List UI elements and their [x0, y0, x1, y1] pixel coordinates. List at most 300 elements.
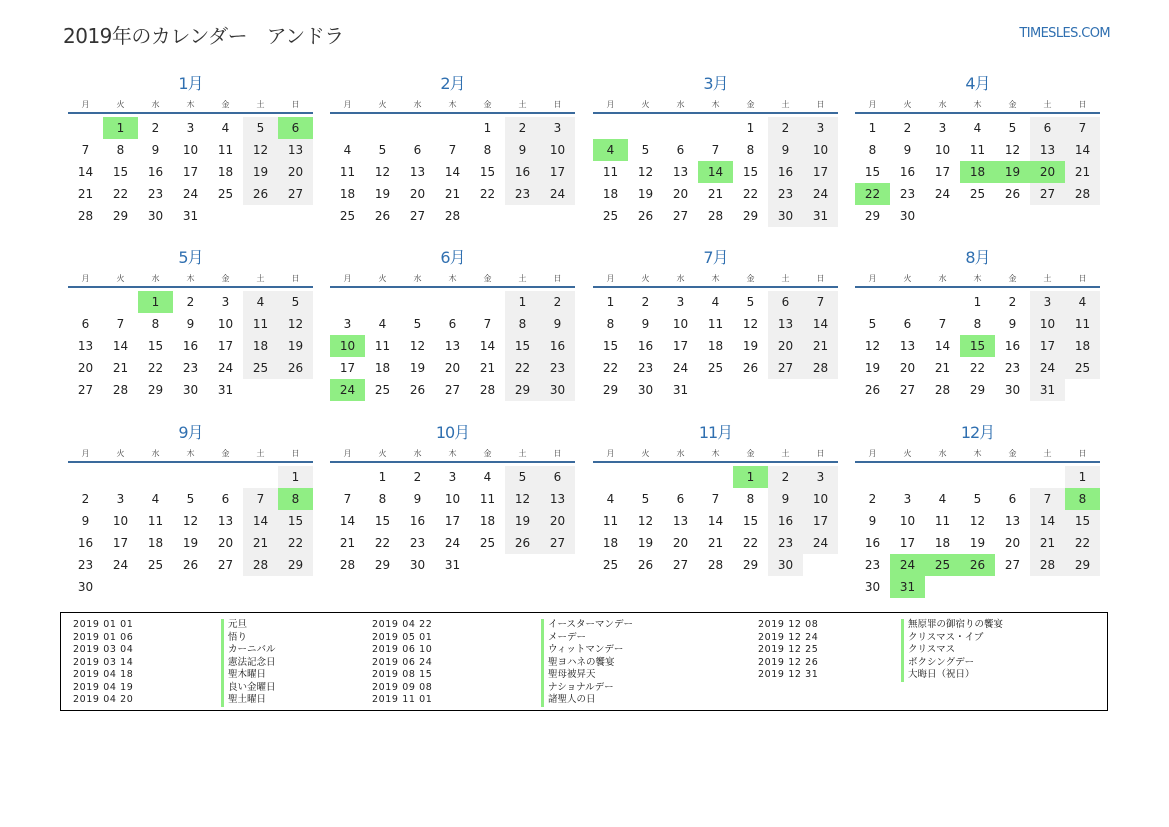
day-cell[interactable]: 13 [1030, 139, 1065, 161]
day-cell[interactable]: 22 [602, 361, 619, 375]
day-cell[interactable]: 20 [278, 161, 313, 183]
day-cell[interactable]: 16 [864, 536, 881, 550]
day-cell[interactable]: 10 [112, 514, 129, 528]
day-cell[interactable]: 11 [217, 143, 234, 157]
day-cell[interactable]: 26 [505, 532, 540, 554]
day-cell[interactable]: 16 [899, 165, 916, 179]
holiday-day-cell[interactable]: 26 [960, 554, 995, 576]
day-cell[interactable]: 16 [540, 335, 575, 357]
day-cell[interactable]: 6 [81, 317, 90, 331]
day-cell[interactable]: 5 [641, 143, 650, 157]
holiday-day-cell[interactable]: 24 [890, 554, 925, 576]
day-cell[interactable]: 25 [147, 558, 164, 572]
day-cell[interactable]: 29 [864, 209, 881, 223]
day-cell[interactable]: 16 [505, 161, 540, 183]
day-cell[interactable]: 6 [676, 143, 685, 157]
day-cell[interactable]: 13 [672, 165, 689, 179]
day-cell[interactable]: 8 [505, 313, 540, 335]
day-cell[interactable]: 12 [278, 313, 313, 335]
day-cell[interactable]: 18 [243, 335, 278, 357]
day-cell[interactable]: 29 [112, 209, 129, 223]
day-cell[interactable]: 31 [803, 205, 838, 227]
day-cell[interactable]: 1 [483, 121, 492, 135]
day-cell[interactable]: 8 [868, 143, 877, 157]
day-cell[interactable]: 19 [182, 536, 199, 550]
day-cell[interactable]: 18 [707, 339, 724, 353]
day-cell[interactable]: 29 [742, 558, 759, 572]
day-cell[interactable]: 18 [602, 536, 619, 550]
holiday-day-cell[interactable]: 10 [330, 335, 365, 357]
day-cell[interactable]: 24 [1030, 357, 1065, 379]
day-cell[interactable]: 18 [934, 536, 951, 550]
day-cell[interactable]: 12 [182, 514, 199, 528]
day-cell[interactable]: 26 [637, 209, 654, 223]
day-cell[interactable]: 12 [505, 488, 540, 510]
day-cell[interactable]: 9 [903, 143, 912, 157]
day-cell[interactable]: 7 [803, 291, 838, 313]
holiday-day-cell[interactable]: 31 [890, 576, 925, 598]
day-cell[interactable]: 30 [637, 383, 654, 397]
day-cell[interactable]: 9 [768, 139, 803, 161]
holiday-day-cell[interactable]: 19 [995, 161, 1030, 183]
day-cell[interactable]: 15 [479, 165, 496, 179]
day-cell[interactable]: 23 [540, 357, 575, 379]
day-cell[interactable]: 21 [707, 187, 724, 201]
day-cell[interactable]: 31 [217, 383, 234, 397]
day-cell[interactable]: 14 [707, 514, 724, 528]
day-cell[interactable]: 6 [768, 291, 803, 313]
day-cell[interactable]: 3 [343, 317, 352, 331]
day-cell[interactable]: 27 [409, 209, 426, 223]
day-cell[interactable]: 18 [479, 514, 496, 528]
day-cell[interactable]: 17 [444, 514, 461, 528]
day-cell[interactable]: 23 [77, 558, 94, 572]
day-cell[interactable]: 21 [112, 361, 129, 375]
day-cell[interactable]: 12 [1004, 143, 1021, 157]
day-cell[interactable]: 18 [147, 536, 164, 550]
day-cell[interactable]: 11 [1065, 313, 1100, 335]
day-cell[interactable]: 27 [899, 383, 916, 397]
day-cell[interactable]: 25 [217, 187, 234, 201]
day-cell[interactable]: 1 [606, 295, 615, 309]
day-cell[interactable]: 24 [444, 536, 461, 550]
holiday-day-cell[interactable]: 8 [1065, 488, 1100, 510]
day-cell[interactable]: 31 [672, 383, 689, 397]
day-cell[interactable]: 23 [409, 536, 426, 550]
day-cell[interactable]: 12 [742, 317, 759, 331]
day-cell[interactable]: 3 [186, 121, 195, 135]
day-cell[interactable]: 14 [339, 514, 356, 528]
day-cell[interactable]: 14 [243, 510, 278, 532]
day-cell[interactable]: 26 [637, 558, 654, 572]
day-cell[interactable]: 20 [672, 536, 689, 550]
day-cell[interactable]: 22 [1065, 532, 1100, 554]
day-cell[interactable]: 15 [147, 339, 164, 353]
day-cell[interactable]: 7 [1030, 488, 1065, 510]
day-cell[interactable]: 9 [505, 139, 540, 161]
day-cell[interactable]: 24 [672, 361, 689, 375]
day-cell[interactable]: 26 [1004, 187, 1021, 201]
day-cell[interactable]: 11 [147, 514, 164, 528]
day-cell[interactable]: 25 [243, 357, 278, 379]
day-cell[interactable]: 23 [899, 187, 916, 201]
day-cell[interactable]: 27 [672, 558, 689, 572]
day-cell[interactable]: 11 [479, 492, 496, 506]
day-cell[interactable]: 7 [448, 143, 457, 157]
day-cell[interactable]: 10 [1030, 313, 1065, 335]
day-cell[interactable]: 26 [243, 183, 278, 205]
day-cell[interactable]: 24 [934, 187, 951, 201]
day-cell[interactable]: 9 [1008, 317, 1017, 331]
day-cell[interactable]: 9 [413, 492, 422, 506]
day-cell[interactable]: 7 [1065, 117, 1100, 139]
day-cell[interactable]: 21 [707, 536, 724, 550]
day-cell[interactable]: 29 [505, 379, 540, 401]
day-cell[interactable]: 21 [803, 335, 838, 357]
day-cell[interactable]: 17 [899, 536, 916, 550]
day-cell[interactable]: 28 [444, 209, 461, 223]
holiday-day-cell[interactable]: 20 [1030, 161, 1065, 183]
day-cell[interactable]: 5 [243, 117, 278, 139]
day-cell[interactable]: 29 [969, 383, 986, 397]
day-cell[interactable]: 29 [147, 383, 164, 397]
day-cell[interactable]: 20 [409, 187, 426, 201]
day-cell[interactable]: 20 [444, 361, 461, 375]
day-cell[interactable]: 9 [868, 514, 877, 528]
day-cell[interactable]: 14 [479, 339, 496, 353]
day-cell[interactable]: 21 [243, 532, 278, 554]
day-cell[interactable]: 22 [479, 187, 496, 201]
holiday-day-cell[interactable]: 18 [960, 161, 995, 183]
day-cell[interactable]: 28 [1030, 554, 1065, 576]
day-cell[interactable]: 2 [413, 470, 422, 484]
day-cell[interactable]: 6 [903, 317, 912, 331]
day-cell[interactable]: 28 [479, 383, 496, 397]
day-cell[interactable]: 24 [803, 532, 838, 554]
day-cell[interactable]: 15 [505, 335, 540, 357]
day-cell[interactable]: 6 [1008, 492, 1017, 506]
day-cell[interactable]: 4 [938, 492, 947, 506]
day-cell[interactable]: 6 [413, 143, 422, 157]
day-cell[interactable]: 1 [505, 291, 540, 313]
day-cell[interactable]: 2 [540, 291, 575, 313]
day-cell[interactable]: 2 [186, 295, 195, 309]
day-cell[interactable]: 27 [77, 383, 94, 397]
day-cell[interactable]: 13 [1004, 514, 1021, 528]
day-cell[interactable]: 20 [672, 187, 689, 201]
day-cell[interactable]: 23 [864, 558, 881, 572]
day-cell[interactable]: 21 [934, 361, 951, 375]
day-cell[interactable]: 27 [217, 558, 234, 572]
day-cell[interactable]: 13 [217, 514, 234, 528]
day-cell[interactable]: 13 [77, 339, 94, 353]
day-cell[interactable]: 17 [540, 161, 575, 183]
day-cell[interactable]: 20 [768, 335, 803, 357]
day-cell[interactable]: 21 [339, 536, 356, 550]
day-cell[interactable]: 19 [243, 161, 278, 183]
day-cell[interactable]: 30 [864, 580, 881, 594]
day-cell[interactable]: 22 [742, 187, 759, 201]
day-cell[interactable]: 13 [672, 514, 689, 528]
day-cell[interactable]: 14 [112, 339, 129, 353]
day-cell[interactable]: 20 [217, 536, 234, 550]
day-cell[interactable]: 19 [637, 536, 654, 550]
day-cell[interactable]: 15 [374, 514, 391, 528]
day-cell[interactable]: 11 [374, 339, 391, 353]
day-cell[interactable]: 30 [540, 379, 575, 401]
day-cell[interactable]: 5 [973, 492, 982, 506]
day-cell[interactable]: 10 [672, 317, 689, 331]
day-cell[interactable]: 23 [768, 532, 803, 554]
day-cell[interactable]: 10 [217, 317, 234, 331]
day-cell[interactable]: 20 [899, 361, 916, 375]
day-cell[interactable]: 1 [378, 470, 387, 484]
day-cell[interactable]: 27 [1030, 183, 1065, 205]
day-cell[interactable]: 5 [746, 295, 755, 309]
day-cell[interactable]: 2 [868, 492, 877, 506]
day-cell[interactable]: 4 [343, 143, 352, 157]
day-cell[interactable]: 27 [1004, 558, 1021, 572]
day-cell[interactable]: 22 [505, 357, 540, 379]
day-cell[interactable]: 6 [676, 492, 685, 506]
day-cell[interactable]: 19 [278, 335, 313, 357]
day-cell[interactable]: 7 [343, 492, 352, 506]
day-cell[interactable]: 21 [1030, 532, 1065, 554]
day-cell[interactable]: 29 [742, 209, 759, 223]
day-cell[interactable]: 28 [112, 383, 129, 397]
day-cell[interactable]: 11 [602, 514, 619, 528]
day-cell[interactable]: 14 [1065, 139, 1100, 161]
day-cell[interactable]: 5 [505, 466, 540, 488]
day-cell[interactable]: 8 [378, 492, 387, 506]
day-cell[interactable]: 7 [81, 143, 90, 157]
day-cell[interactable]: 9 [768, 488, 803, 510]
day-cell[interactable]: 28 [339, 558, 356, 572]
day-cell[interactable]: 25 [339, 209, 356, 223]
day-cell[interactable]: 30 [1004, 383, 1021, 397]
day-cell[interactable]: 23 [637, 361, 654, 375]
day-cell[interactable]: 22 [969, 361, 986, 375]
day-cell[interactable]: 7 [711, 143, 720, 157]
day-cell[interactable]: 12 [409, 339, 426, 353]
day-cell[interactable]: 19 [374, 187, 391, 201]
day-cell[interactable]: 4 [243, 291, 278, 313]
day-cell[interactable]: 10 [899, 514, 916, 528]
day-cell[interactable]: 25 [1065, 357, 1100, 379]
day-cell[interactable]: 10 [803, 488, 838, 510]
day-cell[interactable]: 27 [540, 532, 575, 554]
day-cell[interactable]: 26 [742, 361, 759, 375]
day-cell[interactable]: 4 [973, 121, 982, 135]
day-cell[interactable]: 17 [672, 339, 689, 353]
day-cell[interactable]: 11 [339, 165, 356, 179]
day-cell[interactable]: 14 [1030, 510, 1065, 532]
holiday-day-cell[interactable]: 6 [278, 117, 313, 139]
day-cell[interactable]: 25 [374, 383, 391, 397]
day-cell[interactable]: 22 [147, 361, 164, 375]
day-cell[interactable]: 25 [707, 361, 724, 375]
day-cell[interactable]: 28 [1065, 183, 1100, 205]
day-cell[interactable]: 8 [116, 143, 125, 157]
day-cell[interactable]: 4 [378, 317, 387, 331]
day-cell[interactable]: 6 [448, 317, 457, 331]
day-cell[interactable]: 31 [444, 558, 461, 572]
day-cell[interactable]: 12 [637, 514, 654, 528]
day-cell[interactable]: 3 [448, 470, 457, 484]
day-cell[interactable]: 17 [182, 165, 199, 179]
day-cell[interactable]: 5 [868, 317, 877, 331]
day-cell[interactable]: 19 [969, 536, 986, 550]
day-cell[interactable]: 16 [182, 339, 199, 353]
day-cell[interactable]: 17 [803, 161, 838, 183]
day-cell[interactable]: 8 [746, 143, 755, 157]
day-cell[interactable]: 4 [483, 470, 492, 484]
day-cell[interactable]: 27 [672, 209, 689, 223]
day-cell[interactable]: 28 [77, 209, 94, 223]
day-cell[interactable]: 17 [217, 339, 234, 353]
day-cell[interactable]: 24 [540, 183, 575, 205]
day-cell[interactable]: 27 [278, 183, 313, 205]
day-cell[interactable]: 19 [505, 510, 540, 532]
day-cell[interactable]: 20 [1004, 536, 1021, 550]
day-cell[interactable]: 31 [182, 209, 199, 223]
holiday-day-cell[interactable]: 4 [593, 139, 628, 161]
day-cell[interactable]: 12 [374, 165, 391, 179]
day-cell[interactable]: 1 [278, 466, 313, 488]
day-cell[interactable]: 28 [243, 554, 278, 576]
day-cell[interactable]: 2 [768, 466, 803, 488]
day-cell[interactable]: 14 [77, 165, 94, 179]
day-cell[interactable]: 19 [864, 361, 881, 375]
day-cell[interactable]: 18 [217, 165, 234, 179]
day-cell[interactable]: 19 [409, 361, 426, 375]
day-cell[interactable]: 4 [221, 121, 230, 135]
day-cell[interactable]: 13 [278, 139, 313, 161]
day-cell[interactable]: 5 [413, 317, 422, 331]
day-cell[interactable]: 3 [540, 117, 575, 139]
day-cell[interactable]: 15 [112, 165, 129, 179]
day-cell[interactable]: 15 [278, 510, 313, 532]
day-cell[interactable]: 12 [969, 514, 986, 528]
day-cell[interactable]: 30 [77, 580, 94, 594]
day-cell[interactable]: 30 [768, 205, 803, 227]
day-cell[interactable]: 22 [742, 536, 759, 550]
day-cell[interactable]: 22 [278, 532, 313, 554]
day-cell[interactable]: 2 [81, 492, 90, 506]
day-cell[interactable]: 26 [278, 357, 313, 379]
day-cell[interactable]: 20 [77, 361, 94, 375]
day-cell[interactable]: 9 [81, 514, 90, 528]
day-cell[interactable]: 12 [864, 339, 881, 353]
day-cell[interactable]: 10 [540, 139, 575, 161]
holiday-day-cell[interactable]: 22 [855, 183, 890, 205]
day-cell[interactable]: 11 [934, 514, 951, 528]
day-cell[interactable]: 7 [711, 492, 720, 506]
day-cell[interactable]: 11 [243, 313, 278, 335]
day-cell[interactable]: 8 [483, 143, 492, 157]
day-cell[interactable]: 8 [746, 492, 755, 506]
day-cell[interactable]: 13 [540, 488, 575, 510]
day-cell[interactable]: 17 [112, 536, 129, 550]
day-cell[interactable]: 16 [1004, 339, 1021, 353]
day-cell[interactable]: 23 [505, 183, 540, 205]
day-cell[interactable]: 29 [1065, 554, 1100, 576]
day-cell[interactable]: 27 [444, 383, 461, 397]
holiday-day-cell[interactable]: 1 [733, 466, 768, 488]
day-cell[interactable]: 2 [505, 117, 540, 139]
day-cell[interactable]: 24 [803, 183, 838, 205]
day-cell[interactable]: 15 [742, 514, 759, 528]
holiday-day-cell[interactable]: 25 [925, 554, 960, 576]
day-cell[interactable]: 17 [934, 165, 951, 179]
day-cell[interactable]: 27 [768, 357, 803, 379]
day-cell[interactable]: 10 [803, 139, 838, 161]
day-cell[interactable]: 6 [221, 492, 230, 506]
day-cell[interactable]: 23 [768, 183, 803, 205]
day-cell[interactable]: 4 [711, 295, 720, 309]
day-cell[interactable]: 5 [1008, 121, 1017, 135]
day-cell[interactable]: 30 [899, 209, 916, 223]
day-cell[interactable]: 1 [973, 295, 982, 309]
day-cell[interactable]: 10 [182, 143, 199, 157]
day-cell[interactable]: 25 [602, 558, 619, 572]
day-cell[interactable]: 3 [903, 492, 912, 506]
day-cell[interactable]: 21 [479, 361, 496, 375]
day-cell[interactable]: 16 [77, 536, 94, 550]
day-cell[interactable]: 19 [637, 187, 654, 201]
holiday-day-cell[interactable]: 15 [960, 335, 995, 357]
day-cell[interactable]: 26 [409, 383, 426, 397]
day-cell[interactable]: 5 [378, 143, 387, 157]
day-cell[interactable]: 28 [707, 558, 724, 572]
day-cell[interactable]: 24 [217, 361, 234, 375]
day-cell[interactable]: 29 [602, 383, 619, 397]
day-cell[interactable]: 26 [182, 558, 199, 572]
day-cell[interactable]: 26 [374, 209, 391, 223]
day-cell[interactable]: 3 [116, 492, 125, 506]
day-cell[interactable]: 18 [602, 187, 619, 201]
day-cell[interactable]: 11 [707, 317, 724, 331]
day-cell[interactable]: 11 [969, 143, 986, 157]
day-cell[interactable]: 31 [1030, 379, 1065, 401]
day-cell[interactable]: 16 [637, 339, 654, 353]
day-cell[interactable]: 30 [409, 558, 426, 572]
day-cell[interactable]: 14 [803, 313, 838, 335]
day-cell[interactable]: 9 [540, 313, 575, 335]
day-cell[interactable]: 7 [243, 488, 278, 510]
day-cell[interactable]: 21 [77, 187, 94, 201]
day-cell[interactable]: 21 [444, 187, 461, 201]
day-cell[interactable]: 25 [969, 187, 986, 201]
day-cell[interactable]: 4 [1065, 291, 1100, 313]
day-cell[interactable]: 3 [803, 466, 838, 488]
holiday-day-cell[interactable]: 8 [278, 488, 313, 510]
day-cell[interactable]: 2 [768, 117, 803, 139]
day-cell[interactable]: 2 [641, 295, 650, 309]
day-cell[interactable]: 13 [768, 313, 803, 335]
holiday-day-cell[interactable]: 14 [698, 161, 733, 183]
day-cell[interactable]: 2 [1008, 295, 1017, 309]
site-logo-text[interactable]: TIMESLES.COM [1019, 26, 1110, 41]
day-cell[interactable]: 3 [1030, 291, 1065, 313]
day-cell[interactable]: 13 [409, 165, 426, 179]
day-cell[interactable]: 15 [742, 165, 759, 179]
day-cell[interactable]: 13 [899, 339, 916, 353]
day-cell[interactable]: 6 [540, 466, 575, 488]
day-cell[interactable]: 7 [938, 317, 947, 331]
day-cell[interactable]: 24 [112, 558, 129, 572]
day-cell[interactable]: 17 [803, 510, 838, 532]
